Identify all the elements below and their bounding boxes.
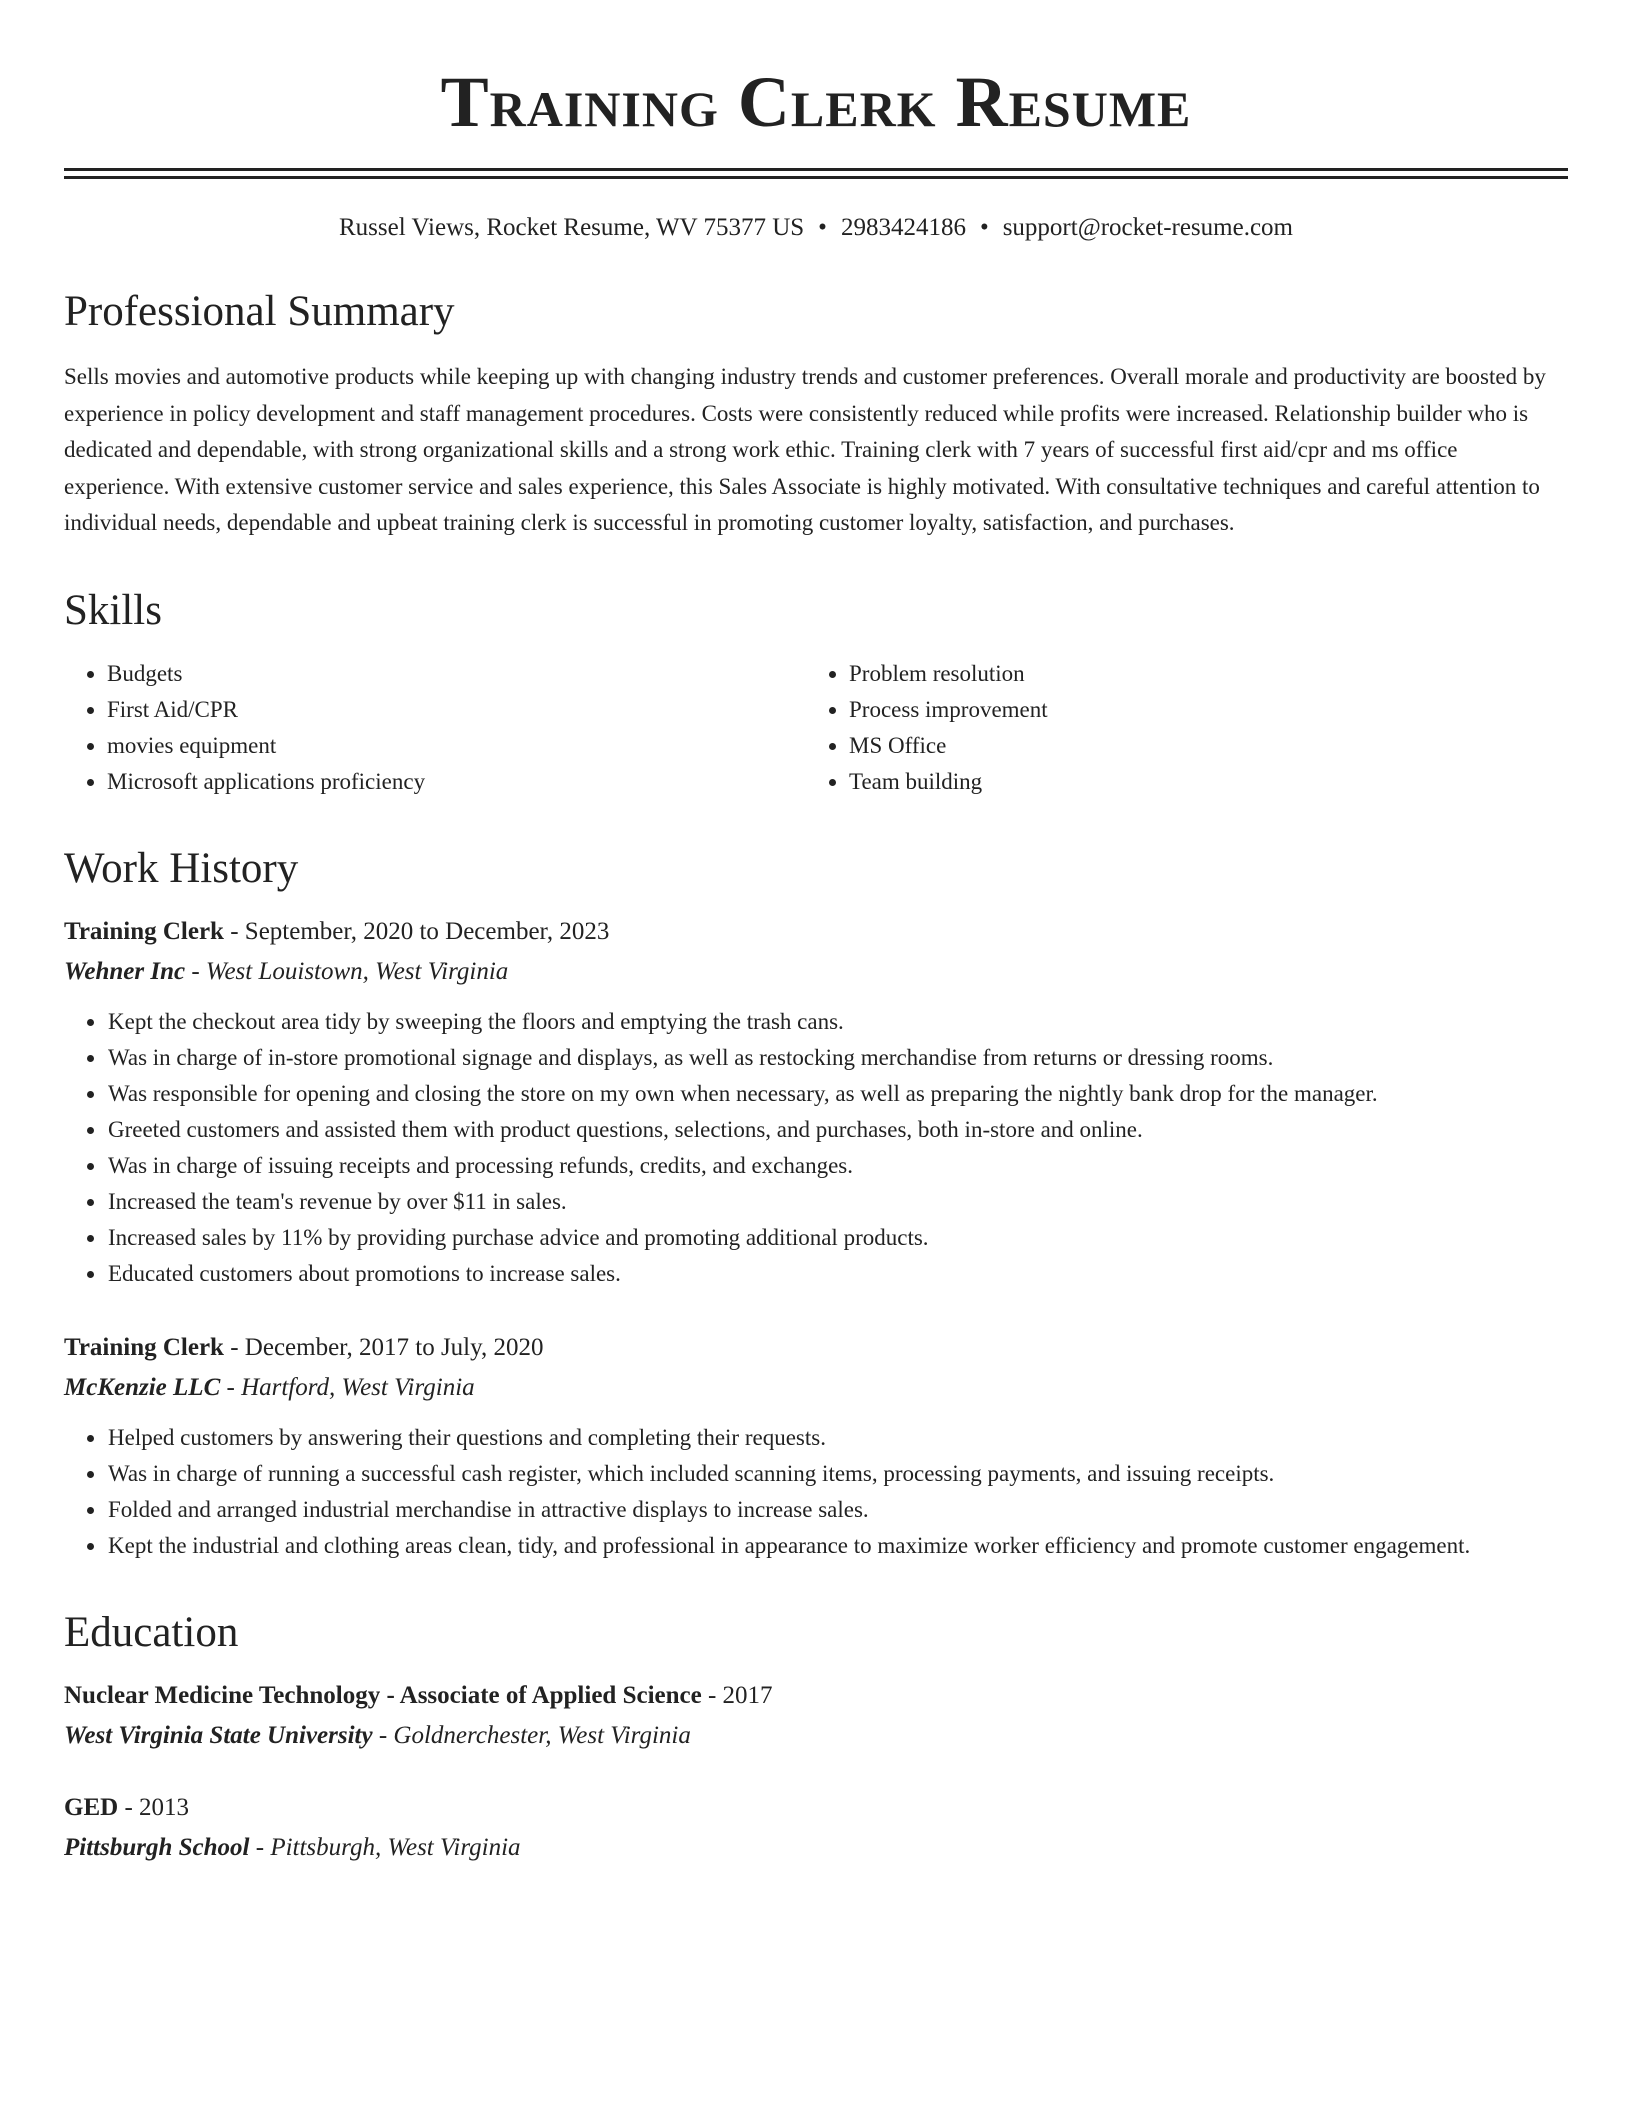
title-double-rule bbox=[64, 168, 1568, 179]
duty-item: • Increased sales by 11% by providing purchase advice and promoting additional products. bbox=[107, 1220, 1568, 1256]
skill-item: • First Aid/CPR bbox=[107, 692, 806, 728]
education-year: 2013 bbox=[139, 1793, 190, 1821]
skill-item: • movies equipment bbox=[107, 728, 806, 764]
education-entry bbox=[64, 1676, 1568, 1756]
education-school: West Virginia State University bbox=[64, 1721, 373, 1749]
skill-item: • Microsoft applications proficiency bbox=[107, 764, 806, 800]
skill-item: • MS Office bbox=[849, 728, 1048, 764]
job-company-line: Wehner Inc - West Louistown, West Virginia bbox=[64, 957, 509, 985]
job-company: Wehner Inc bbox=[64, 957, 186, 985]
duty-item: • Was responsible for opening and closing the store on my own when necessary, as well as preparing the nightly bank drop for the manager. bbox=[107, 1076, 1568, 1112]
duty-item: • Greeted customers and assisted them with product questions, selections, and purchases, both in-store and online. bbox=[107, 1112, 1568, 1148]
education-heading: Education bbox=[64, 1608, 239, 1656]
contact-address: Russel Views, Rocket Resume, WV 75377 US bbox=[339, 214, 805, 241]
job-company-line: McKenzie LLC - Hartford, West Virginia bbox=[64, 1373, 475, 1401]
job-dates: September, 2020 to December, 2023 bbox=[244, 917, 610, 945]
duty-item: • Was in charge of issuing receipts and processing refunds, credits, and exchanges. bbox=[107, 1148, 1568, 1184]
contact-separator: • bbox=[818, 214, 827, 241]
job-entry bbox=[64, 912, 1568, 1292]
education-degree-line: Nuclear Medicine Technology - Associate of Applied Science - 2017 bbox=[64, 1681, 773, 1709]
education-school-line: Pittsburgh School - Pittsburgh, West Virginia bbox=[64, 1833, 521, 1861]
education-school: Pittsburgh School bbox=[64, 1833, 250, 1861]
skill-item: • Team building bbox=[849, 764, 1048, 800]
job-title: Training Clerk bbox=[64, 1333, 224, 1361]
summary-heading: Professional Summary bbox=[64, 288, 455, 335]
job-duties bbox=[64, 1004, 1568, 1292]
duty-item: • Was in charge of in-store promotional signage and displays, as well as restocking merchandise from returns or dressing rooms. bbox=[107, 1040, 1568, 1076]
education-degree: GED bbox=[64, 1793, 119, 1821]
duty-item: • Kept the checkout area tidy by sweeping the floors and emptying the trash cans. bbox=[107, 1004, 1568, 1040]
contact-separator: • bbox=[979, 214, 989, 241]
skill-item: • Process improvement bbox=[849, 692, 1048, 728]
work-history-heading: Work History bbox=[64, 844, 299, 892]
job-entry bbox=[64, 1328, 1568, 1564]
education-entry bbox=[64, 1788, 1568, 1868]
education-location: Goldnerchester, West Virginia bbox=[393, 1721, 691, 1749]
education-degree-line: GED - 2013 bbox=[64, 1793, 190, 1821]
job-header: Training Clerk - September, 2020 to December, 2023 bbox=[64, 917, 610, 945]
job-location: Hartford, West Virginia bbox=[241, 1373, 475, 1401]
skills-list-left bbox=[64, 656, 806, 800]
duty-item: • Kept the industrial and clothing areas clean, tidy, and professional in appearance to maximize worker efficiency and promote customer engagement. bbox=[107, 1528, 1568, 1564]
job-duties bbox=[64, 1420, 1568, 1564]
skills-columns bbox=[64, 656, 1568, 800]
duty-item: • Was in charge of running a successful cash register, which included scanning items, processing payments, and issuing receipts. bbox=[107, 1456, 1568, 1492]
summary-text: Sells movies and automotive products while keeping up with changing industry trends and customer preferences. Overall morale and productivity are boosted by experience in policy development and staff management procedures. Costs were consistently reduced while profits were increased. Relationship builder who is dedicated and dependable, with strong organizational skills and a strong work ethic. Training clerk with 7 years of successful first aid/cpr and ms office experience. With extensive customer service and sales experience, this Sales Associate is highly motivated. With consultative techniques and careful attention to individual needs, dependable and upbeat training clerk is successful in promoting customer loyalty, satisfaction, and purchases. bbox=[64, 364, 1546, 535]
duty-item: • Folded and arranged industrial merchandise in attractive displays to increase sales. bbox=[107, 1492, 1568, 1528]
skill-item: • Problem resolution bbox=[849, 656, 1048, 692]
skill-item: • Budgets bbox=[107, 656, 806, 692]
resume-title: Training Clerk Resume bbox=[440, 62, 1192, 142]
job-location: West Louistown, West Virginia bbox=[205, 957, 509, 985]
duty-item: • Helped customers by answering their questions and completing their requests. bbox=[107, 1420, 1568, 1456]
job-company: McKenzie LLC bbox=[64, 1373, 221, 1401]
skills-list-right bbox=[806, 656, 1048, 800]
education-school-line: West Virginia State University - Goldnerchester, West Virginia bbox=[64, 1721, 691, 1749]
contact-phone: 2983424186 bbox=[840, 214, 966, 241]
education-degree: Nuclear Medicine Technology - Associate of Applied Science bbox=[64, 1681, 702, 1709]
skills-heading: Skills bbox=[64, 586, 162, 634]
contact-email: support@rocket-resume.com bbox=[1002, 214, 1293, 241]
job-dates: December, 2017 to July, 2020 bbox=[244, 1333, 544, 1361]
job-header: Training Clerk - December, 2017 to July, 2020 bbox=[64, 1333, 544, 1361]
job-title: Training Clerk bbox=[64, 917, 224, 945]
contact-line bbox=[64, 213, 1568, 243]
education-year: 2017 bbox=[722, 1681, 773, 1709]
duty-item: • Educated customers about promotions to increase sales. bbox=[107, 1256, 1568, 1292]
education-location: Pittsburgh, West Virginia bbox=[270, 1833, 521, 1861]
duty-item: • Increased the team's revenue by over $11 in sales. bbox=[107, 1184, 1568, 1220]
